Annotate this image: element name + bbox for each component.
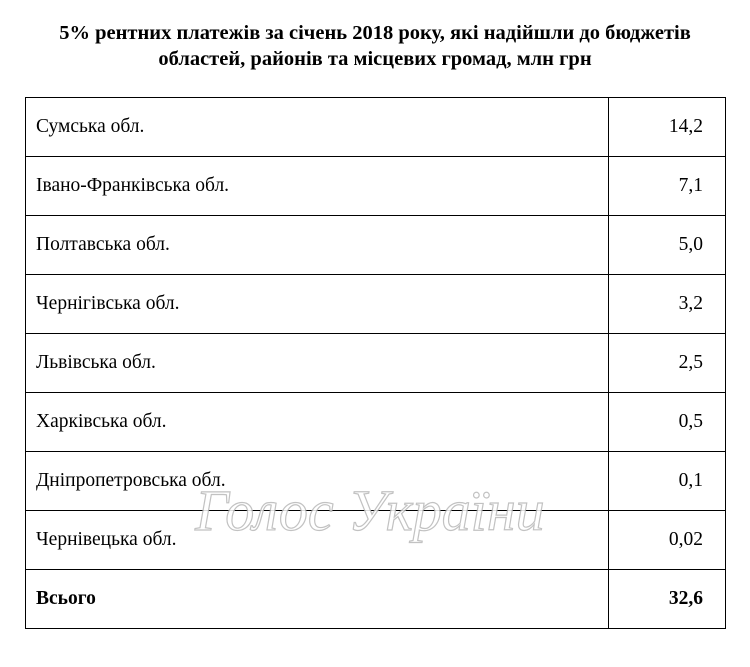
value-cell: 7,1	[609, 157, 726, 216]
region-cell: Полтавська обл.	[26, 216, 609, 275]
total-value: 32,6	[609, 570, 726, 629]
title-line-1: 5% рентних платежів за січень 2018 року, які надійшли до бюджетів	[59, 22, 691, 44]
page-title	[0, 20, 750, 72]
table-row	[26, 452, 726, 511]
region-cell: Сумська обл.	[26, 98, 609, 157]
value-cell: 0,5	[609, 393, 726, 452]
table-row	[26, 511, 726, 570]
rent-payments-table	[25, 97, 726, 629]
region-cell: Дніпропетровська обл.	[26, 452, 609, 511]
table-row	[26, 216, 726, 275]
region-cell: Чернівецька обл.	[26, 511, 609, 570]
region-cell: Чернігівська обл.	[26, 275, 609, 334]
table-row	[26, 393, 726, 452]
value-cell: 2,5	[609, 334, 726, 393]
region-cell: Івано-Франківська обл.	[26, 157, 609, 216]
table-row	[26, 334, 726, 393]
value-cell: 3,2	[609, 275, 726, 334]
region-cell: Харківська обл.	[26, 393, 609, 452]
total-label: Всього	[26, 570, 609, 629]
value-cell: 0,1	[609, 452, 726, 511]
total-row	[26, 570, 726, 629]
table-row	[26, 275, 726, 334]
table-row	[26, 98, 726, 157]
value-cell: 5,0	[609, 216, 726, 275]
watermark-text: Голос України	[195, 478, 545, 543]
value-cell: 0,02	[609, 511, 726, 570]
table-row	[26, 157, 726, 216]
title-line-2: областей, районів та місцевих громад, млн грн	[158, 48, 592, 70]
value-cell: 14,2	[609, 98, 726, 157]
region-cell: Львівська обл.	[26, 334, 609, 393]
